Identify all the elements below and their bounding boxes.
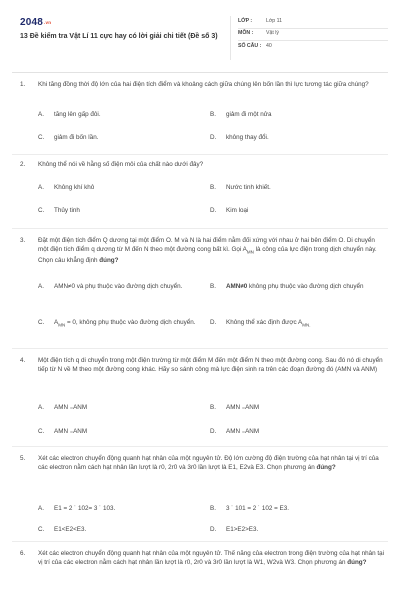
option-letter: C.	[38, 526, 45, 533]
option-text: Thủy tinh	[54, 207, 80, 214]
option-letter: A.	[38, 184, 44, 191]
question-number: 3.	[20, 237, 26, 244]
option-letter: C.	[38, 207, 45, 214]
option-text: 3 ˙ 101 = 2 ˙ 102 = E3.	[226, 505, 290, 512]
option-text: AMN ₌ANM	[226, 404, 260, 411]
option-text: tăng lên gấp đôi.	[54, 111, 101, 118]
question-5	[20, 454, 390, 544]
meta-label: SỐ CÂU :	[238, 43, 262, 50]
option-text	[226, 282, 371, 291]
option-emphasis: AMN≠0	[226, 283, 248, 290]
question-emphasis: đúng?	[316, 464, 336, 472]
question-text-part: Đặt một điện tích điểm Q dương tại một điểm O. M và N là hai điểm nằm đối xứng với nhau ở hai bên điểm O. Di chuyển một điện tích điểm q dương từ M đến N theo một đường cong bất kì. Gọi A	[38, 237, 375, 254]
question-number: 1.	[20, 81, 26, 88]
meta-value: Vật lý	[266, 30, 279, 37]
meta-value: 40	[266, 43, 272, 50]
option-letter: C.	[38, 134, 45, 141]
question-4	[20, 356, 390, 446]
option-letter: D.	[210, 319, 217, 326]
question-number: 6.	[20, 550, 26, 557]
header-divider	[230, 16, 231, 60]
meta-value: Lớp 11	[266, 17, 282, 24]
option-text: AMN ₌ANM	[54, 428, 88, 435]
option-text	[226, 318, 400, 329]
option-letter: A.	[38, 111, 44, 118]
option-text: Kim loại	[226, 207, 249, 214]
meta-row-subject	[238, 29, 388, 42]
question-text-part: là công của lực điện trong dịch chuyển này. Chọn câu khẳng định	[38, 246, 377, 264]
option-letter: A.	[38, 283, 44, 290]
option-letter: D.	[210, 207, 217, 214]
question-text-part: Xét các electron chuyển động quanh hạt nhân của một nguyên tử. Thế năng của electron trong điện trường của hạt nhân tại vị trí của các electron nằm cách hạt nhân lần lượt là r0, 2r0 và 3r0 lần lượt là W1, W2và W3. Chọn phương án	[38, 550, 385, 567]
question-text	[38, 236, 386, 265]
option-letter: A.	[38, 505, 44, 512]
exam-title: 13 Đề kiểm tra Vật Lí 11 cực hay có lời giải chi tiết (Đề số 3)	[20, 33, 218, 40]
option-text: giảm đi một nửa	[226, 111, 272, 118]
question-separator	[12, 348, 388, 349]
option-letter: A.	[38, 404, 44, 411]
option-text-part: A	[54, 319, 59, 326]
option-letter: D.	[210, 134, 217, 141]
question-text	[38, 549, 386, 567]
option-letter: C.	[38, 428, 45, 435]
question-separator	[12, 154, 388, 155]
option-text	[54, 318, 199, 329]
question-emphasis: đúng?	[347, 559, 367, 567]
option-text: giảm đi bốn lần.	[54, 134, 99, 141]
option-letter: D.	[210, 428, 217, 435]
question-2	[20, 160, 390, 230]
question-text-part: Xét các electron chuyển động quanh hạt nhân của một nguyên tử. Độ lớn cường độ điện trường của hạt nhân tại vị trí của các electron nằm cách hạt nhân lần lượt là r0, 2r0 và 3r0 lần lượt là E1, E2và E3. Chọn phương án	[38, 455, 379, 472]
option-text: AMN ₌ANM	[226, 428, 260, 435]
meta-label: MÔN :	[238, 30, 254, 37]
option-letter: B.	[210, 505, 216, 512]
option-text-part: không phụ thuộc vào đường dịch chuyển	[247, 283, 364, 290]
logo-suffix: .vn	[44, 20, 52, 25]
option-text: không thay đổi.	[226, 134, 269, 141]
option-letter: B.	[210, 184, 216, 191]
option-subscript: MN.	[302, 322, 311, 328]
meta-row-count	[238, 41, 388, 54]
option-text: E1>E2>E3.	[226, 526, 259, 533]
question-text-subscript: MN	[246, 249, 254, 255]
question-1	[20, 80, 390, 160]
option-text: Nước tinh khiết.	[226, 184, 271, 191]
meta-label: LỚP :	[238, 17, 253, 24]
question-text: Khi tăng đồng thời độ lớn của hai điện tích điểm và khoảng cách giữa chúng lên bốn lần thì lực tương tác giữa chúng?	[38, 81, 369, 88]
question-text: Không thể nói về hằng số điện môi của chất nào dưới đây?	[38, 161, 204, 168]
option-text-part: = 0, không phụ thuộc vào đường dịch chuyển.	[65, 319, 196, 326]
option-text: Không khí khô	[54, 184, 95, 191]
option-letter: C.	[38, 319, 45, 326]
option-text-part: Không thể xác định được A	[226, 319, 303, 326]
option-subscript: MN	[58, 322, 66, 328]
option-letter: D.	[210, 526, 217, 533]
option-text: E1<E2<E3.	[54, 526, 87, 533]
header-separator	[12, 72, 388, 73]
option-text: AMN≠0 và phụ thuộc vào đường dịch chuyển.	[54, 283, 183, 290]
option-text: E1 = 2 ˙ 102= 3 ˙ 103.	[54, 505, 116, 512]
question-separator	[12, 541, 388, 542]
question-emphasis: đúng?	[99, 256, 119, 264]
site-logo[interactable]	[20, 16, 51, 31]
question-separator	[12, 228, 388, 229]
logo-text: 2048	[20, 17, 44, 28]
question-3	[20, 236, 390, 352]
exam-meta	[238, 16, 388, 54]
exam-header	[12, 12, 388, 62]
option-letter: B.	[210, 283, 216, 290]
question-number: 5.	[20, 455, 26, 462]
option-letter: B.	[210, 404, 216, 411]
question-number: 2.	[20, 161, 26, 168]
option-text: AMN ₌ANM	[54, 404, 88, 411]
question-text: Một điện tích q di chuyển trong một điện trường từ một điểm M đến một điểm N theo một đường cong. Sau đó nó di chuyển tiếp từ N về M theo một đường cong khác. Hãy so sánh công mà lực điện sinh ra trên các đoạn đường đó (AMN và ANM)	[38, 357, 383, 374]
meta-row-class	[238, 16, 388, 29]
option-letter: B.	[210, 111, 216, 118]
question-separator	[12, 446, 388, 447]
question-6	[20, 549, 390, 597]
question-number: 4.	[20, 357, 26, 364]
question-text	[38, 454, 386, 472]
